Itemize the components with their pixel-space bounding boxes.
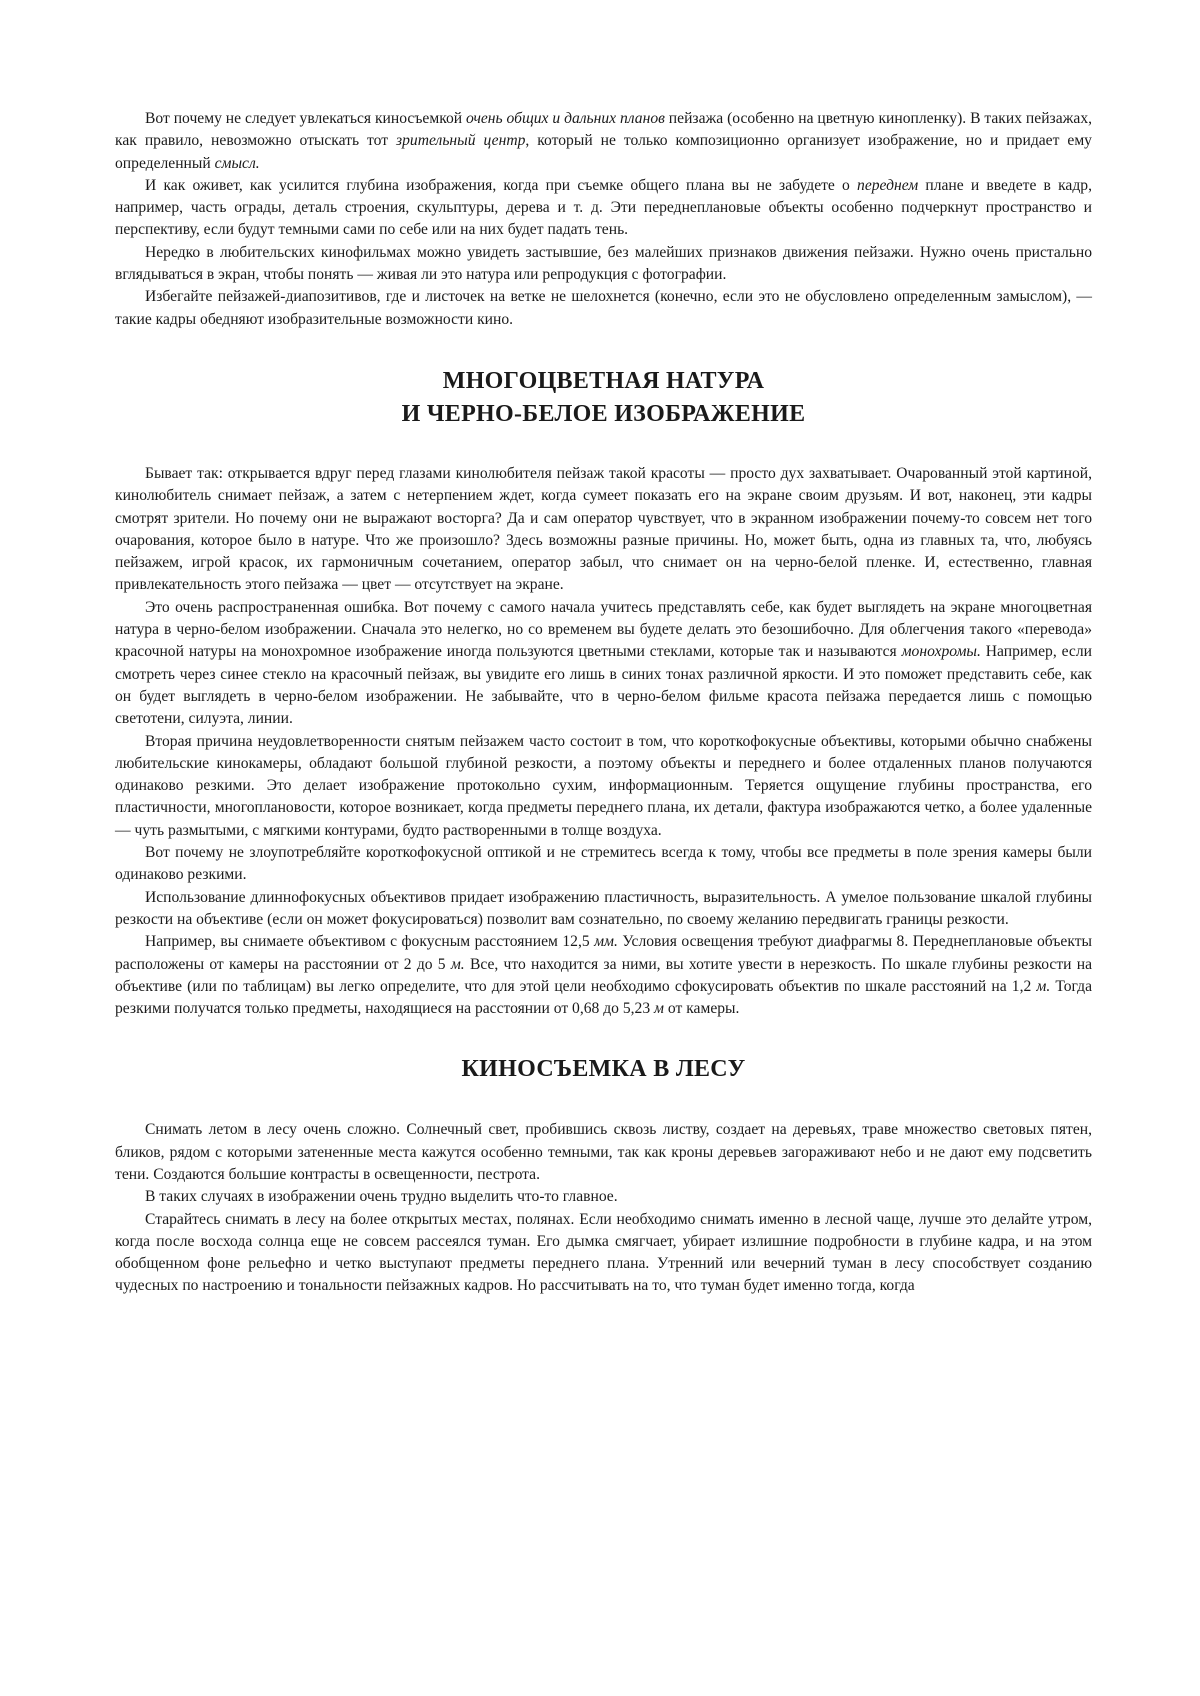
text-run: Нередко в любительских кинофильмах можно увидеть застывшие, без малейших признаков движения пейзажи. Нужно очень пристально вглядываться в экран, чтобы понять — живая ли это натура или репродукция с фотографии.: [115, 244, 1092, 283]
section-heading: [115, 365, 1092, 431]
italic-text: м.: [451, 956, 465, 973]
italic-text: очень общих и дальних планов: [466, 110, 665, 127]
italic-text: м.: [1036, 978, 1050, 995]
text-run: Использование длиннофокусных объективов придает изображению пластичность, выразительность. А умелое пользование шкалой глубины резкости на объективе (если он может фокусироваться) позволит вам сознательно, по своему желанию передвигать границы резкости.: [115, 889, 1092, 928]
text-run: Вот почему не злоупотребляйте короткофокусной оптикой и не стремитесь всегда к тому, чтобы все предметы в поле зрения камеры были одинаково резкими.: [115, 844, 1092, 883]
document-page: [0, 0, 1200, 1696]
text-run: , который не только композиционно организует изображение, но и придает ему определенный: [115, 132, 1092, 171]
paragraph: [115, 887, 1092, 932]
italic-text: смысл.: [215, 155, 260, 172]
text-run: плане и введете в кадр, например, часть ограды, деталь строения, скульптуры, дерева и т. д. Эти переднеплановые объекты особенно подчеркнут пространство и перспективу, если будут темными сами по себе или на них будет падать тень.: [115, 177, 1092, 239]
heading-line: МНОГОЦВЕТНАЯ НАТУРА: [115, 365, 1092, 398]
paragraph: [115, 1209, 1092, 1298]
text-run: В таких случаях в изображении очень трудно выделить что-то главное.: [145, 1188, 618, 1205]
paragraph: [115, 931, 1092, 1020]
text-run: Старайтесь снимать в лесу на более открытых местах, полянах. Если необходимо снимать именно в лесной чаще, лучше это делайте утром, когда после восхода солнца еще не совсем рассеялся туман. Его дымка смягчает, убирает излишние подробности в глубине кадра, и на этом обобщенном фоне рельефно и четко выступают предметы переднего плана. Утренний или вечерний туман в лесу способствует созданию чудесных по настроению и тональности пейзажных кадров. Но рассчитывать на то, что туман будет именно тогда, когда: [115, 1211, 1092, 1295]
paragraph: [115, 1119, 1092, 1186]
section-heading: КИНОСЪЕМКА В ЛЕСУ: [115, 1053, 1092, 1086]
text-run: Например, вы снимаете объективом с фокусным расстоянием 12,5: [145, 933, 594, 950]
text-run: Это очень распространенная ошибка. Вот почему с самого начала учитесь представлять себе, как будет выглядеть на экране многоцветная натура в черно-белом изображении. Сначала это нелегко, но со временем вы будете делать это безошибочно. Для облегчения такого «перевода» красочной натуры на монохромное изображение иногда пользуются цветными стеклами, которые так и называются: [115, 599, 1092, 661]
text-run: Условия освещения требуют диафрагмы 8. Переднеплановые объекты расположены от камеры на расстоянии от 2 до 5: [115, 933, 1092, 972]
paragraph: [115, 463, 1092, 597]
paragraph: [115, 1186, 1092, 1208]
italic-text: зрительный центр: [396, 132, 525, 149]
text-run: Снимать летом в лесу очень сложно. Солнечный свет, пробившись сквозь листву, создает на деревьях, траве множество световых пятен, бликов, рядом с которыми затененные места кажутся особенно темными, так как кроны деревьев загораживают небо и не дают ему подсветить тени. Создаются большие контрасты в освещенности, пестрота.: [115, 1121, 1092, 1183]
paragraph: [115, 842, 1092, 887]
italic-text: переднем: [857, 177, 918, 194]
section-multicolor: [115, 365, 1092, 1020]
italic-text: монохромы.: [902, 643, 981, 660]
text-run: Вот почему не следует увлекаться киносъемкой: [145, 110, 466, 127]
paragraph: [115, 286, 1092, 331]
text-run: Тогда резкими получатся только предметы, находящиеся на расстоянии от 0,68 до 5,23: [115, 978, 1092, 1017]
text-run: И как оживет, как усилится глубина изображения, когда при съемке общего плана вы не забудете о: [145, 177, 857, 194]
italic-text: мм.: [594, 933, 618, 950]
text-run: Например, если смотреть через синее стекло на красочный пейзаж, вы увидите его лишь в синих тонах различной яркости. И это поможет представить себе, как он будет выглядеть в черно-белом изображении. Не забывайте, что в черно-белом фильме красота пейзажа передается лишь с помощью светотени, силуэта, линии.: [115, 643, 1092, 727]
text-run: Вторая причина неудовлетворенности снятым пейзажем часто состоит в том, что короткофокусные объективы, которыми обычно снабжены любительские кинокамеры, обладают большой глубиной резкости, а поэтому объекты и переднего и более отдаленных планов получаются одинаково резкими. Это делает изображение протокольно сухим, информационным. Теряется ощущение глубины пространства, его пластичности, многоплановости, которое возникает, когда предметы переднего плана, их детали, фактура изображаются четко, а более удаленные — чуть размытыми, с мягкими контурами, будто растворенными в толще воздуха.: [115, 733, 1092, 839]
paragraph: [115, 108, 1092, 175]
paragraph: [115, 175, 1092, 242]
italic-text: м: [654, 1000, 664, 1017]
heading-line: И ЧЕРНО-БЕЛОЕ ИЗОБРАЖЕНИЕ: [115, 398, 1092, 431]
text-run: от камеры.: [664, 1000, 739, 1017]
text-run: пейзажа (особенно на цветную кинопленку). В таких пейзажах, как правило, невозможно отыскать тот: [115, 110, 1092, 149]
section-intro: [115, 108, 1092, 331]
text-run: Бывает так: открывается вдруг перед глазами кинолюбителя пейзаж такой красоты — просто дух захватывает. Очарованный этой картиной, кинолюбитель снимает пейзаж, а затем с нетерпением ждет, когда сумеет показать его на экране своим друзьям. И вот, наконец, эти кадры смотрят зрители. Но почему они не выражают восторга? Да и сам оператор чувствует, что в экранном изображении почему-то совсем нет того очарования, которое было в натуре. Что же произошло? Здесь возможны разные причины. Но, может быть, одна из главных та, что, любуясь пейзажем, игрой красок, их гармоничным сочетанием, оператор забыл, что снимает он на черно-белой пленке. И, естественно, главная привлекательность этого пейзажа — цвет — отсутствует на экране.: [115, 465, 1092, 593]
text-run: Все, что находится за ними, вы хотите увести в нерезкость. По шкале глубины резкости на объективе (или по таблицам) вы легко определите, что для этой цели необходимо сфокусировать объектив по шкале расстояний на 1,2: [115, 956, 1092, 995]
paragraph: [115, 731, 1092, 842]
text-run: Избегайте пейзажей-диапозитивов, где и листочек на ветке не шелохнется (конечно, если это не обусловлено определенным замыслом), — такие кадры обедняют изобразительные возможности кино.: [115, 288, 1092, 327]
paragraph: [115, 242, 1092, 287]
paragraph: [115, 597, 1092, 731]
section-forest: [115, 1053, 1092, 1297]
